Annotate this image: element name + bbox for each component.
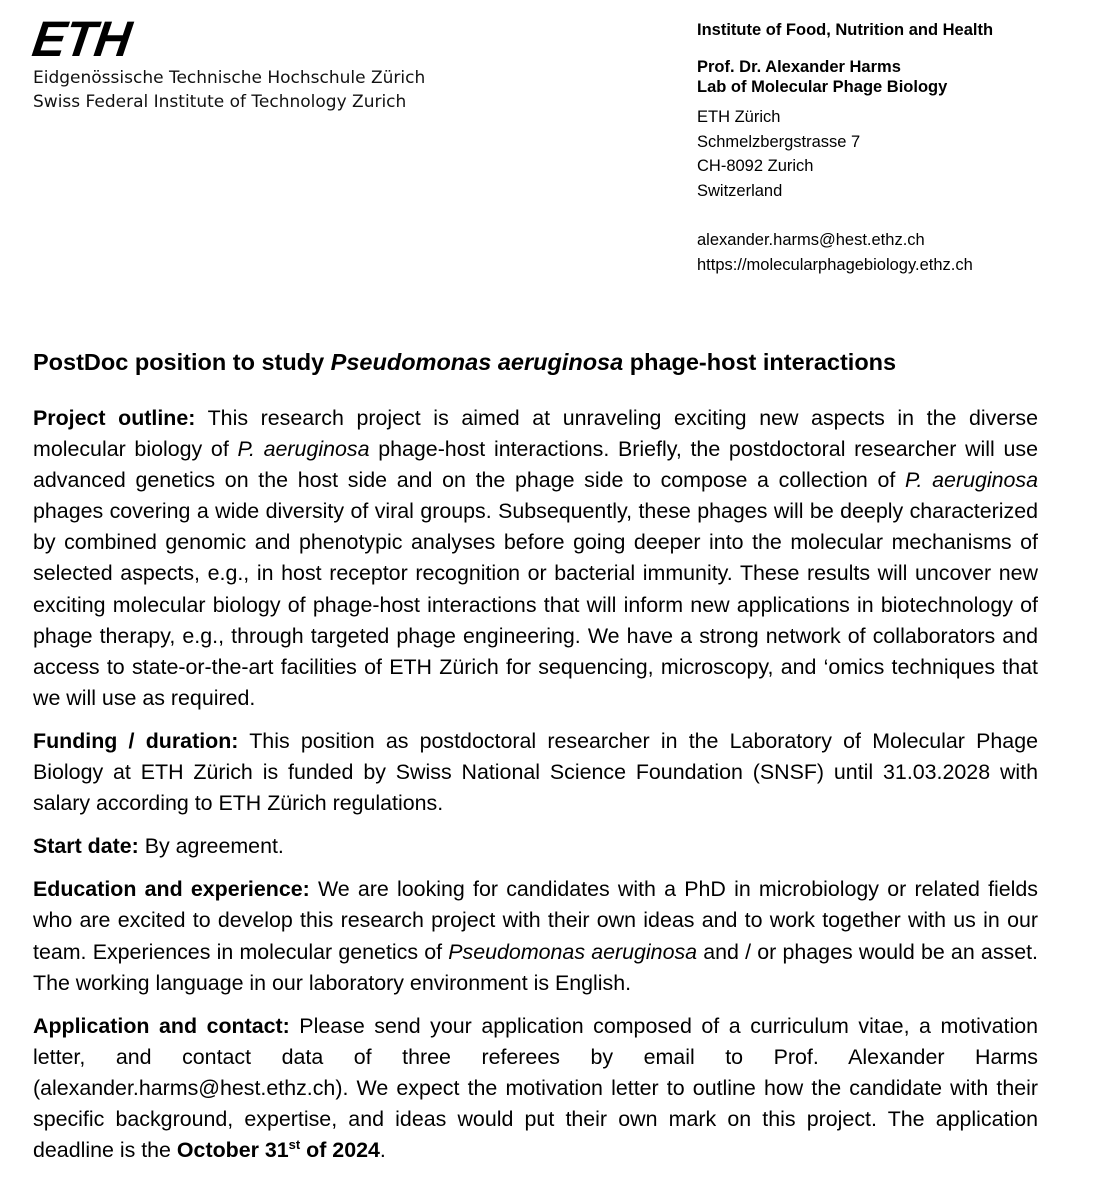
cropped-next-line <box>33 1190 1038 1204</box>
deadline-ordinal: st <box>288 1136 301 1152</box>
section-project-outline <box>33 403 1038 714</box>
title-prefix: PostDoc position to study <box>33 349 331 375</box>
section-text: By agreement. <box>138 834 284 859</box>
contact-info <box>697 228 993 277</box>
institute-name: Institute of Food, Nutrition and Health <box>697 21 994 39</box>
deadline-date: October 31 <box>176 1138 289 1163</box>
lab-name: Lab of Molecular Phage Biology <box>697 78 948 96</box>
section-text: Please send your application composed of a curriculum vitae, a motivation letter, and contact data of three referees by email to Prof. Alexander Harms (alexander.harms@hest.ethz.ch). We expect the motivation letter to outline how the candidate with their specific background, expertise, and ideas would put their own mark on this project. The application deadline is the <box>33 1013 1038 1163</box>
species-name: Pseudomonas aeruginosa <box>448 939 698 964</box>
section-text: This position as postdoctoral researcher in the Laboratory of Molecular Phage Biology at ETH Zürich is funded by Swiss National Science Foundation (SNSF) until 31.03.2028 with salary according to ETH Zürich regulations. <box>33 728 1038 816</box>
section-text: phage-host interactions. Briefly, the postdoctoral researcher will use advanced genetics on the host side and on the phage side to compose a collection of <box>33 437 1039 493</box>
posting-body <box>33 403 1038 1178</box>
section-text: This research project is aimed at unraveling exciting new aspects in the diverse molecular biology of <box>33 406 1038 462</box>
section-education <box>33 874 1038 998</box>
section-heading: Project outline: <box>33 406 196 430</box>
species-name: P. aeruginosa <box>905 468 1038 493</box>
title-species: Pseudomonas aeruginosa <box>330 349 624 375</box>
section-text: and / or phages would be an asset. The working language in our laboratory environment is English. <box>33 939 1038 995</box>
eth-logo: ETH <box>29 11 134 67</box>
email-link[interactable]: alexander.harms@hest.ethz.ch <box>697 230 925 249</box>
section-funding <box>33 726 1038 819</box>
section-heading: Education and experience: <box>33 877 310 902</box>
institution-name <box>33 66 425 114</box>
website-link[interactable]: https://molecularphagebiology.ethz.ch <box>697 255 973 274</box>
address-line: ETH Zürich <box>697 108 781 126</box>
section-start-date <box>33 831 1038 862</box>
section-heading: Funding / duration: <box>33 728 239 753</box>
section-text: phages covering a wide diversity of viral groups. Subsequently, these phages will be deeply characterized by combined genomic and phenotypic analyses before going deeper into the molecular mechanisms of selected aspects, e.g., in host receptor recognition or bacterial immunity. These results will uncover new exciting molecular biology of phage-host interactions that will inform new applications in biotechnology of phage therapy, e.g., through targeted phage engineering. We have a strong network of collaborators and access to state-or-the-art facilities of ETH Zürich for sequencing, microscopy, and ‘omics techniques that we will use as required. <box>33 499 1038 710</box>
deadline-year: of 2024 <box>300 1138 380 1163</box>
deadline <box>177 1138 380 1162</box>
address-line: CH-8092 Zurich <box>697 157 814 176</box>
section-text: We are looking for candidates with a PhD in microbiology or related fields who are excited to develop this research project with their own ideas and to work together with us in our team. Experiences in molecular genetics of <box>33 877 1039 964</box>
position-title <box>33 347 896 377</box>
address-line: Schmelzbergstrasse 7 <box>697 132 861 151</box>
title-suffix: phage-host interactions <box>623 349 897 375</box>
section-text: . <box>379 1138 386 1163</box>
section-heading: Start date: <box>33 834 139 859</box>
institution-name-de: Eidgenössische Technische Hochschule Zürich <box>33 68 426 88</box>
species-name: P. aeruginosa <box>237 437 370 462</box>
institution-name-en: Swiss Federal Institute of Technology Zurich <box>33 92 407 112</box>
letterhead-contact-block <box>697 20 993 277</box>
postal-address <box>697 105 993 204</box>
section-application <box>33 1011 1038 1166</box>
section-heading: Application and contact: <box>33 1013 290 1038</box>
professor-name: Prof. Dr. Alexander Harms <box>697 58 901 76</box>
address-line: Switzerland <box>697 182 783 201</box>
